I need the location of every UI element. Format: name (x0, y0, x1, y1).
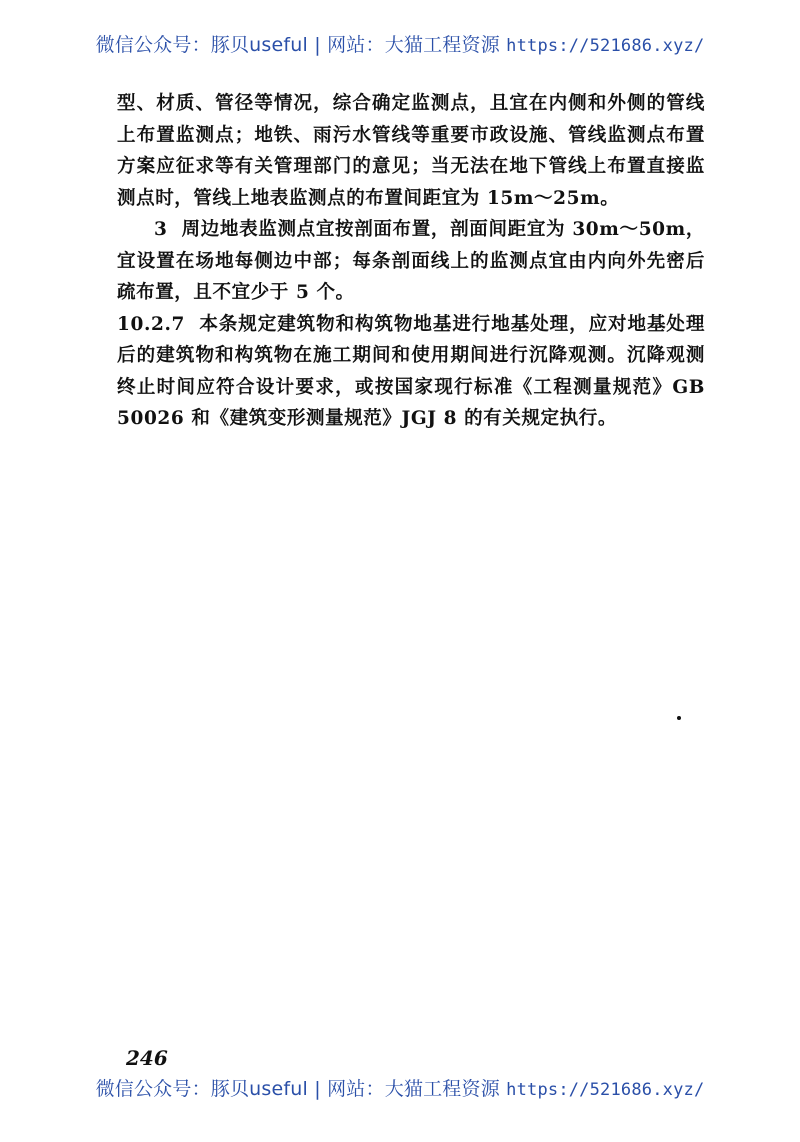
item-number: 3 (154, 219, 168, 240)
watermark-header (0, 30, 800, 57)
clause-text: 本条规定建筑物和构筑物地基进行地基处理，应对地基处理后的建筑物和构筑物在施工期间和使用期间进行沉降观测。沉降观测终止时间应符合设计要求，或按国家现行标准《工程测量规范》GB 50026 和《建筑变形测量规范》JGJ 8 的有关规定执行。 (117, 313, 705, 429)
stray-mark (677, 716, 681, 720)
document-body (117, 88, 705, 435)
watermark-url[interactable]: https://521686.xyz/ (506, 1080, 705, 1100)
list-item-3 (117, 214, 705, 309)
paragraph-continuation: 型、材质、管径等情况，综合确定监测点，且宜在内侧和外侧的管线上布置监测点；地铁、雨污水管线等重要市政设施、管线监测点布置方案应征求等有关管理部门的意见；当无法在地下管线上布置直接监测点时，管线上地表监测点的布置间距宜为 15m～25m。 (117, 93, 705, 209)
clause-number: 10.2.7 (117, 313, 185, 335)
watermark-url[interactable]: https://521686.xyz/ (506, 36, 705, 56)
watermark-footer (0, 1074, 800, 1101)
watermark-text: 微信公众号：豚贝useful | 网站：大猫工程资源 (95, 1078, 507, 1100)
watermark-text: 微信公众号：豚贝useful | 网站：大猫工程资源 (95, 34, 507, 56)
page-number: 246 (126, 1046, 168, 1070)
item-text: 周边地表监测点宜按剖面布置，剖面间距宜为 30m～50m，宜设置在场地每侧边中部；每条剖面线上的监测点宜由内向外先密后疏布置，且不宜少于 5 个。 (117, 219, 705, 303)
clause-10-2-7 (117, 309, 705, 435)
